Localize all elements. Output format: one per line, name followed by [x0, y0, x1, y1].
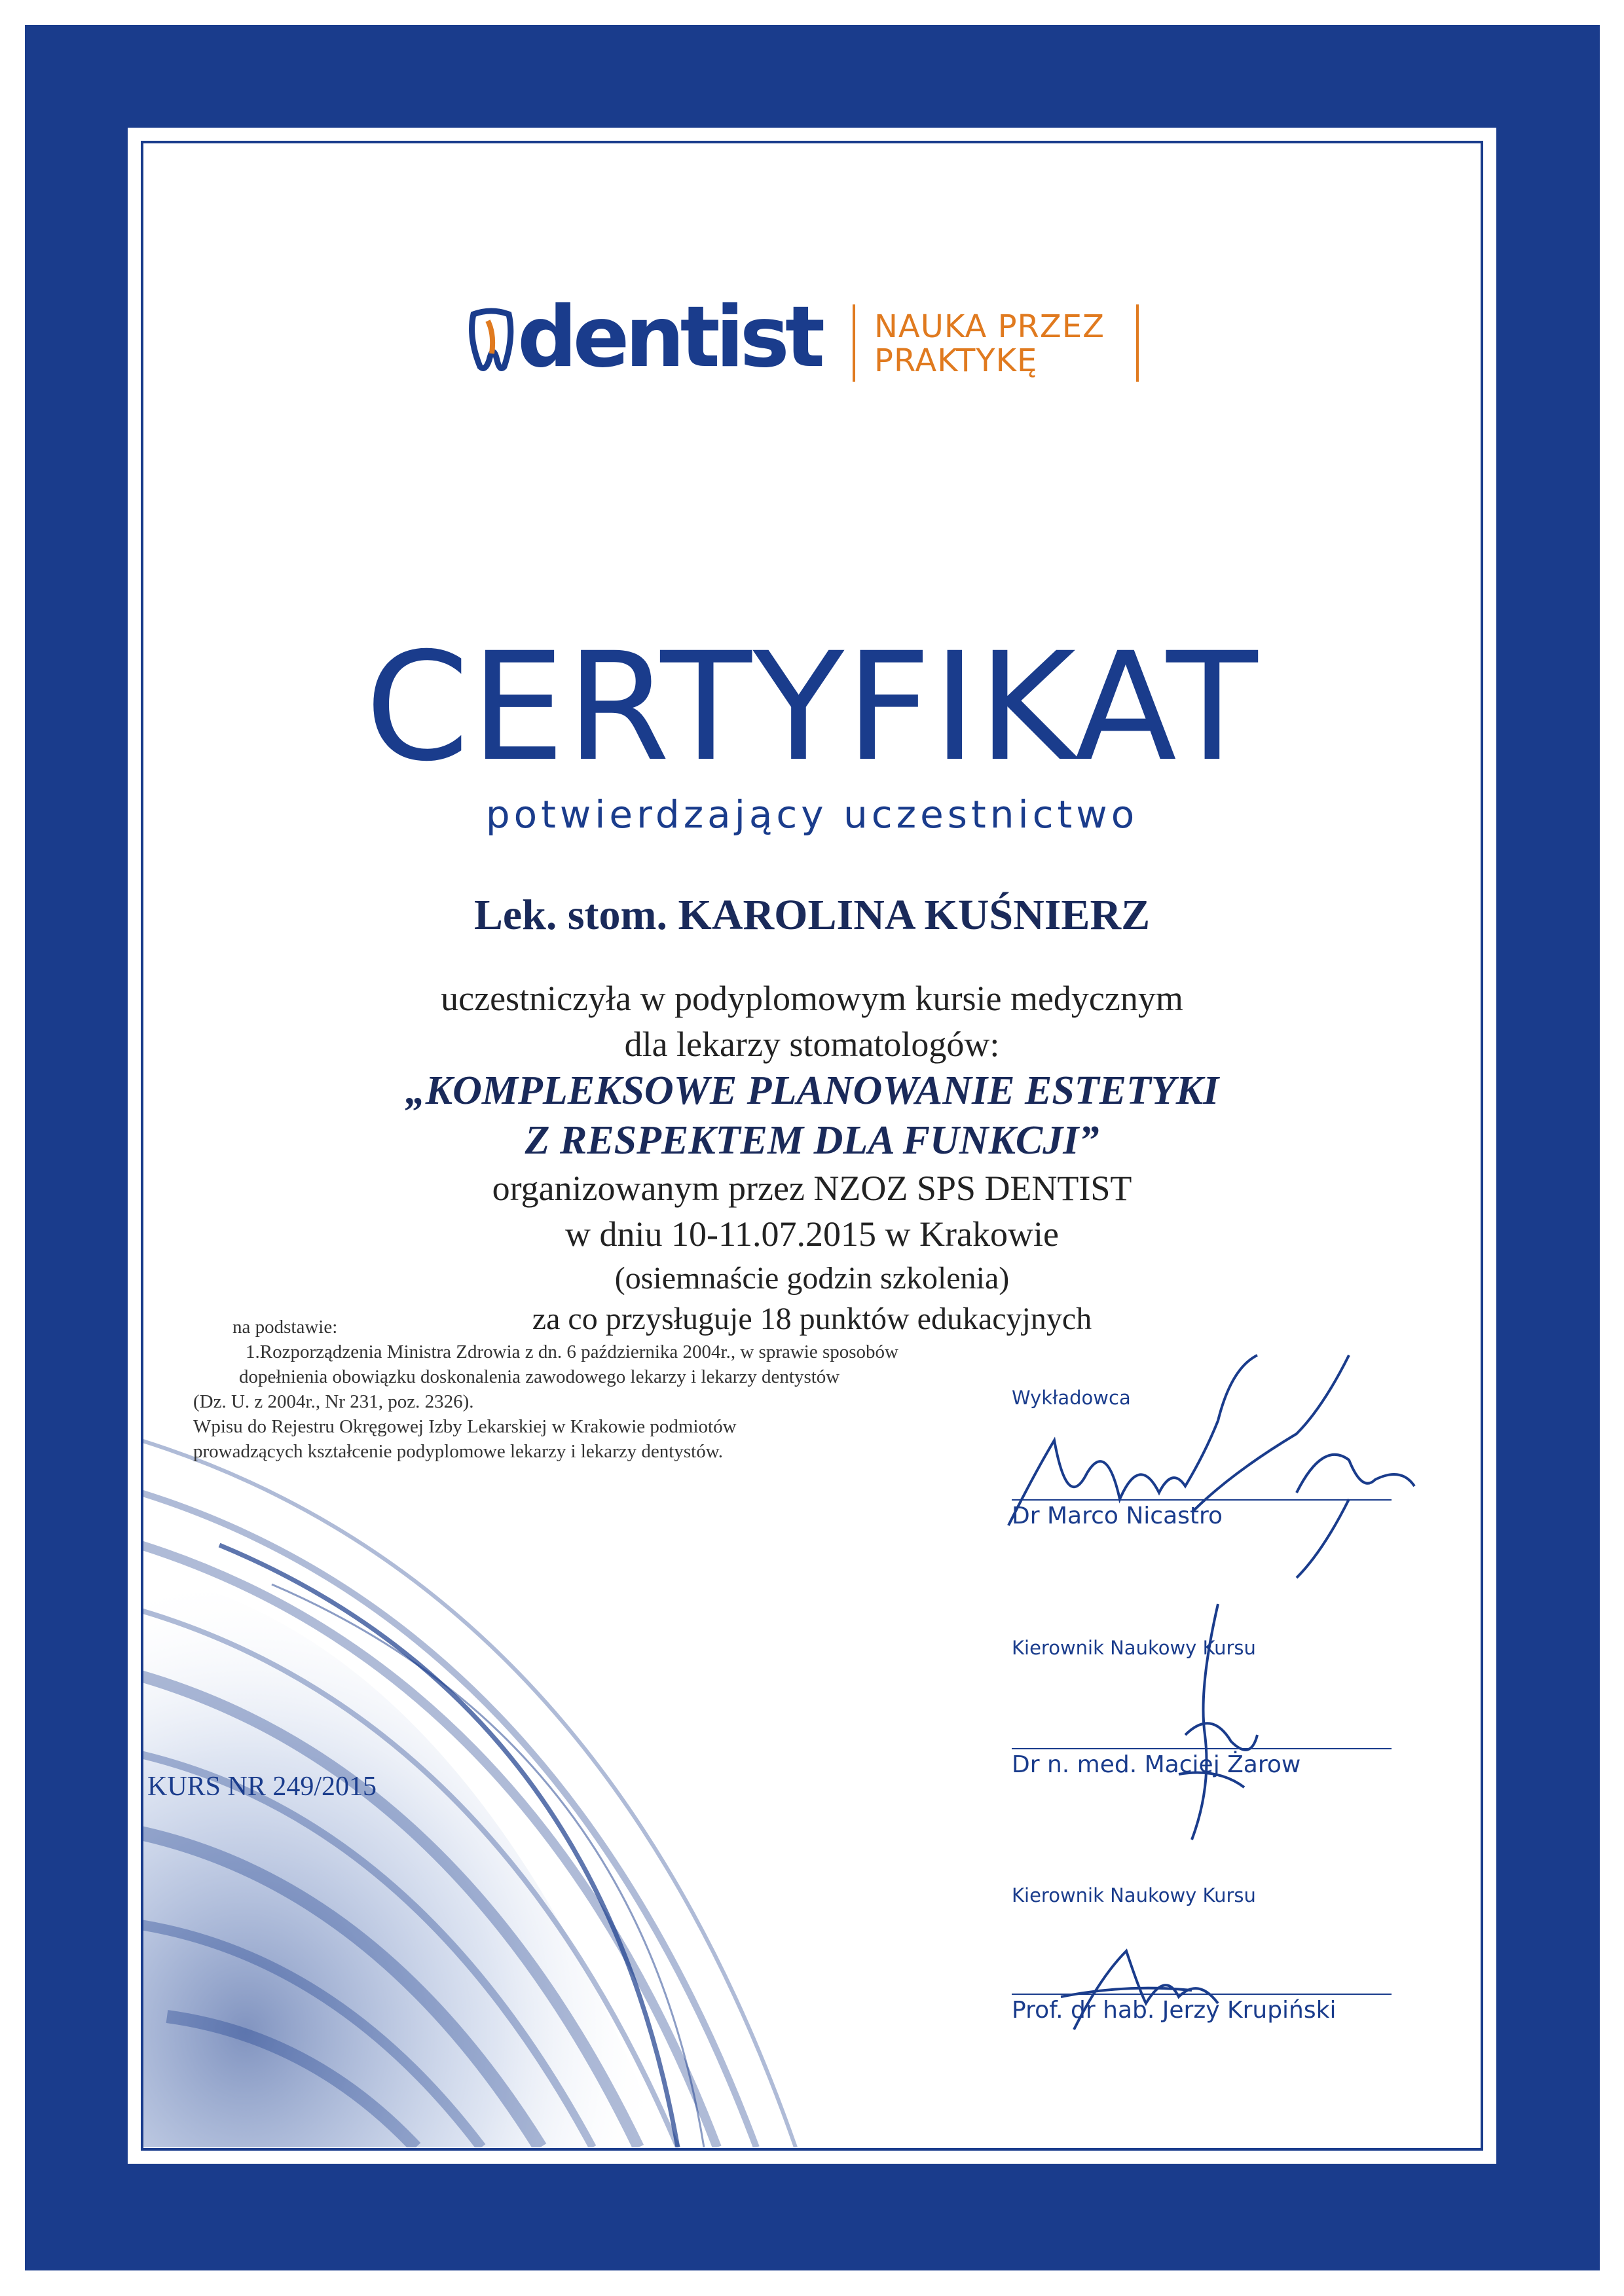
handwritten-signature-3: [1035, 1912, 1270, 2056]
handwritten-signature-1: [956, 1342, 1454, 1591]
logo-separator: [853, 304, 855, 382]
course-number: KURS NR 249/2015: [147, 1772, 377, 1802]
certificate-subtitle: potwierdzający uczestnictwo: [485, 792, 1139, 837]
logo-separator-right: [1136, 304, 1139, 382]
tooth-logo-icon: [468, 308, 514, 373]
participation-line: uczestniczyła w podyplomowym kursie medycznym: [441, 979, 1183, 1018]
signature-role-lecturer: Wykładowca: [1012, 1387, 1131, 1409]
signature-role-scientific-director: Kierownik Naukowy Kursu: [1012, 1637, 1256, 1659]
dentist-logo: [468, 289, 1162, 390]
logo-tagline: [874, 310, 1105, 378]
organizer-line: organizowanym przez NZOZ SPS DENTIST: [492, 1169, 1132, 1208]
signature-name-lecturer: Dr Marco Nicastro: [1012, 1503, 1223, 1529]
legal-basis-line: dopełnienia obowiązku doskonalenia zawodowego lekarzy i lekarzy dentystów: [239, 1366, 840, 1387]
legal-basis-line: 1.Rozporządzenia Ministra Zdrowia z dn. 6 października 2004r., w sprawie sposobów: [246, 1341, 899, 1362]
course-title-line-1: „KOMPLEKSOWE PLANOWANIE ESTETYKI: [405, 1068, 1219, 1113]
tagline-line-2: PRAKTYKĘ: [874, 342, 1038, 379]
legal-basis-line: prowadzących kształcenie podyplomowe lekarzy i lekarzy dentystów.: [193, 1441, 723, 1462]
signature-name-scientific-director-2: Prof. dr hab. Jerzy Krupiński: [1012, 1997, 1337, 2024]
date-place-line: w dniu 10-11.07.2015 w Krakowie: [565, 1214, 1059, 1254]
audience-line: dla lekarzy stomatologów:: [624, 1025, 1000, 1064]
points-line: za co przysługuje 18 punktów edukacyjnych: [532, 1302, 1092, 1336]
recipient-name: Lek. stom. KAROLINA KUŚNIERZ: [473, 891, 1151, 939]
hours-line: (osiemnaście godzin szkolenia): [614, 1261, 1010, 1296]
certificate-title: CERTYFIKAT: [365, 620, 1259, 794]
logo-wordmark: dentist: [517, 289, 821, 386]
legal-basis-line: (Dz. U. z 2004r., Nr 231, poz. 2326).: [193, 1391, 474, 1412]
course-title-line-2: Z RESPEKTEM DLA FUNKCJI”: [525, 1118, 1099, 1163]
signature-name-scientific-director: Dr n. med. Maciej Żarow: [1012, 1751, 1301, 1778]
legal-basis-heading: na podstawie:: [232, 1317, 338, 1338]
handwritten-signature-2: [1087, 1591, 1349, 1853]
tagline-line-1: NAUKA PRZEZ: [874, 308, 1105, 345]
legal-basis-line: Wpisu do Rejestru Okręgowej Izby Lekarskiej w Krakowie podmiotów: [193, 1416, 737, 1437]
signature-role-scientific-director-2: Kierownik Naukowy Kursu: [1012, 1884, 1256, 1906]
legal-basis: [193, 1315, 1012, 1464]
